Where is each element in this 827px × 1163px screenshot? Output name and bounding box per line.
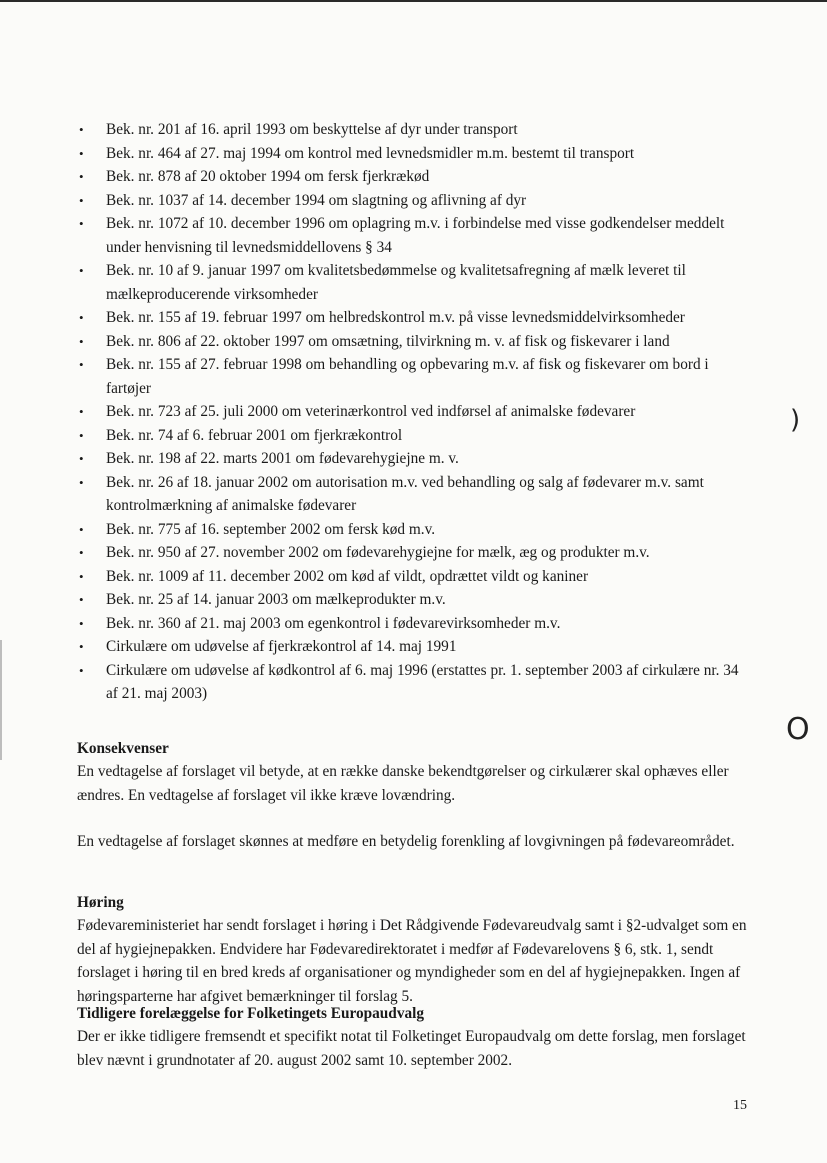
list-item: • Cirkulære om udøvelse af fjerkrækontrol af 14. maj 1991 <box>77 635 749 659</box>
punch-hole-mark: O <box>786 712 810 747</box>
scan-edge-mark <box>0 640 2 760</box>
list-item: • Bek. nr. 25 af 14. januar 2003 om mælkeprodukter m.v. <box>77 588 749 612</box>
list-item: • Bek. nr. 10 af 9. januar 1997 om kvalitetsbedømmelse og kvalitetsafregning af mælk leveret til mælkeproducerende virksomheder <box>77 259 749 306</box>
list-item: • Bek. nr. 360 af 21. maj 2003 om egenkontrol i fødevarevirksomheder m.v. <box>77 612 749 636</box>
konsekvenser-paragraph-1: En vedtagelse af forslaget vil betyde, at en række danske bekendtgørelser og cirkulærer skal ophæves eller ændres. En vedtagelse af forslaget vil ikke kræve lovændring. <box>77 763 729 804</box>
tidligere-heading: Tidligere forelæggelse for Folketingets Europaudvalg <box>77 1005 425 1022</box>
list-item: • Bek. nr. 155 af 27. februar 1998 om behandling og opbevaring m.v. af fisk og fiskevarer om bord i fartøjer <box>77 353 749 400</box>
konsekvenser-heading: Konsekvenser <box>77 740 169 757</box>
list-item: • Bek. nr. 950 af 27. november 2002 om fødevarehygiejne for mælk, æg og produkter m.v. <box>77 541 749 565</box>
list-item: • Bek. nr. 464 af 27. maj 1994 om kontrol med levnedsmidler m.m. bestemt til transport <box>77 142 749 166</box>
konsekvenser-paragraph-2: En vedtagelse af forslaget skønnes at medføre en betydelig forenkling af lovgivningen på fødevareområdet. <box>77 833 735 850</box>
list-item: • Bek. nr. 1009 af 11. december 2002 om kød af vildt, opdrættet vildt og kaniner <box>77 565 749 589</box>
list-item: • Bek. nr. 723 af 25. juli 2000 om veterinærkontrol ved indførsel af animalske fødevarer <box>77 400 749 424</box>
list-item: • Bek. nr. 806 af 22. oktober 1997 om omsætning, tilvirkning m. v. af fisk og fiskevarer i land <box>77 330 749 354</box>
list-item: • Bek. nr. 198 af 22. marts 2001 om fødevarehygiejne m. v. <box>77 447 749 471</box>
punch-hole-mark: ) <box>790 405 801 435</box>
horing-section <box>77 892 749 1008</box>
list-item: • Bek. nr. 878 af 20 oktober 1994 om fersk fjerkrækød <box>77 165 749 189</box>
list-item: • Bek. nr. 1037 af 14. december 1994 om slagtning og aflivning af dyr <box>77 189 749 213</box>
konsekvenser-section <box>77 738 749 854</box>
list-item: • Bek. nr. 74 af 6. februar 2001 om fjerkrækontrol <box>77 424 749 448</box>
list-item: • Bek. nr. 1072 af 10. december 1996 om oplagring m.v. i forbindelse med visse godkendelser meddelt under henvisning til levnedsmiddellovens § 34 <box>77 212 749 259</box>
regulation-list <box>77 118 749 706</box>
horing-heading: Høring <box>77 894 124 911</box>
list-item: • Bek. nr. 201 af 16. april 1993 om beskyttelse af dyr under transport <box>77 118 749 142</box>
top-rule <box>0 0 827 2</box>
tidligere-section <box>77 1003 749 1072</box>
tidligere-paragraph: Der er ikke tidligere fremsendt et specifikt notat til Folketinget Europaudvalg om dette forslag, men forslaget blev nævnt i grundnotater af 20. august 2002 samt 10. september 2002. <box>77 1028 746 1069</box>
list-item: • Bek. nr. 155 af 19. februar 1997 om helbredskontrol m.v. på visse levnedsmiddelvirksomheder <box>77 306 749 330</box>
list-item: • Cirkulære om udøvelse af kødkontrol af 6. maj 1996 (erstattes pr. 1. september 2003 af cirkulære nr. 34 af 21. maj 2003) <box>77 659 749 706</box>
list-item: • Bek. nr. 775 af 16. september 2002 om fersk kød m.v. <box>77 518 749 542</box>
horing-paragraph: Fødevareministeriet har sendt forslaget i høring i Det Rådgivende Fødevareudvalg samt i §2-udvalget som en del af hygiejnepakken. Endvidere har Fødevaredirektoratet i medfør af Fødevarelovens § 6, stk. 1, sendt forslaget i høring til en bred kreds af organisationer og myndigheder som en del af hygiejnepakken. Ingen af høringsparterne har afgivet bemærkninger til forslag 5. <box>77 917 747 1005</box>
bullet-list-section <box>77 118 749 706</box>
list-item: • Bek. nr. 26 af 18. januar 2002 om autorisation m.v. ved behandling og salg af fødevarer m.v. samt kontrolmærkning af animalske fødevarer <box>77 471 749 518</box>
page-number: 15 <box>733 1098 747 1113</box>
